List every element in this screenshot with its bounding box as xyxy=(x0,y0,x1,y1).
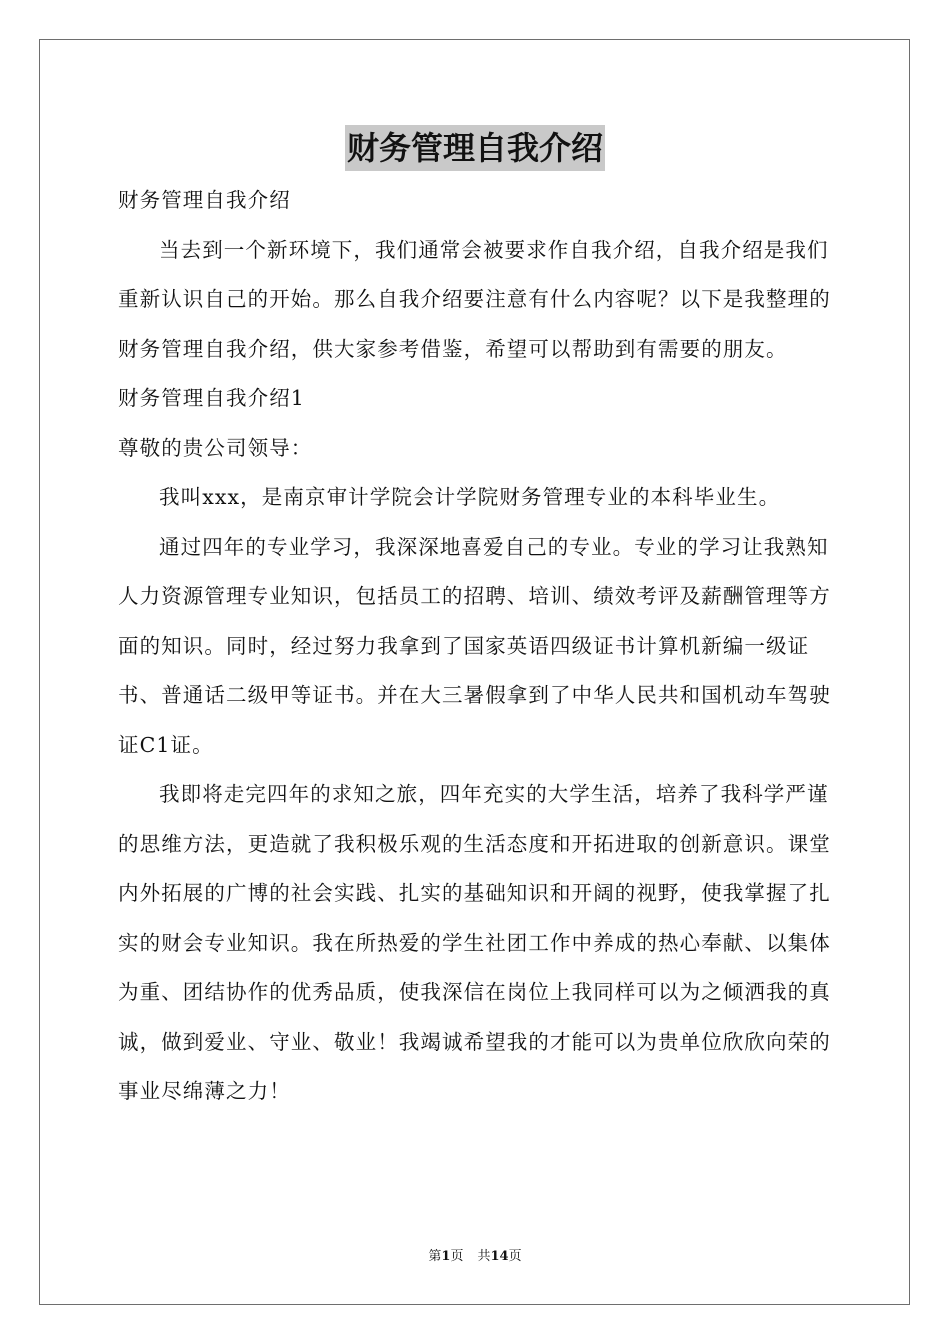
footer-page-prefix: 第 xyxy=(428,1249,442,1264)
paragraph-study: 通过四年的专业学习，我深深地喜爱自己的专业。专业的学习让我熟知人力资源管理专业知识，包括员工的招聘、培训、绩效考评及薪酬管理等方面的知识。同时，经过努力我拿到了国家英语四级证书计算机新编一级证书、普通话二级甲等证书。并在大三暑假拿到了中华人民共和国机动车驾驶证C1证。 xyxy=(118,534,831,757)
footer-total-suffix: 页 xyxy=(508,1249,522,1264)
title-container xyxy=(0,125,950,171)
footer-total-prefix: 共 xyxy=(477,1249,491,1264)
paragraph-subtitle: 财务管理自我介绍 xyxy=(118,188,291,212)
footer-page-suffix: 页 xyxy=(450,1249,464,1264)
document-title: 财务管理自我介绍 xyxy=(345,125,605,171)
paragraph-intro: 当去到一个新环境下，我们通常会被要求作自我介绍，自我介绍是我们重新认识自己的开始。那么自我介绍要注意有什么内容呢？以下是我整理的财务管理自我介绍，供大家参考借鉴，希望可以帮助到有需要的朋友。 xyxy=(118,237,831,361)
footer-page-number: 1 xyxy=(441,1249,451,1264)
paragraph-salutation: 尊敬的贵公司领导： xyxy=(118,435,313,460)
paragraph-section-heading: 财务管理自我介绍1 xyxy=(118,386,305,410)
footer-total-pages: 14 xyxy=(490,1249,509,1264)
document-body xyxy=(118,176,838,1117)
page-footer xyxy=(0,1248,950,1266)
paragraph-name: 我叫xxx，是南京审计学院会计学院财务管理专业的本科毕业生。 xyxy=(159,485,781,509)
paragraph-closing: 我即将走完四年的求知之旅，四年充实的大学生活，培养了我科学严谨的思维方法，更造就了我积极乐观的生活态度和开拓进取的创新意识。课堂内外拓展的广博的社会实践、扎实的基础知识和开阔的视野，使我掌握了扎实的财会专业知识。我在所热爱的学生社团工作中养成的热心奉献、以集体为重、团结协作的优秀品质，使我深信在岗位上我同样可以为之倾洒我的真诚，做到爱业、守业、敬业！我竭诚希望我的才能可以为贵单位欣欣向荣的事业尽绵薄之力！ xyxy=(118,782,831,1103)
